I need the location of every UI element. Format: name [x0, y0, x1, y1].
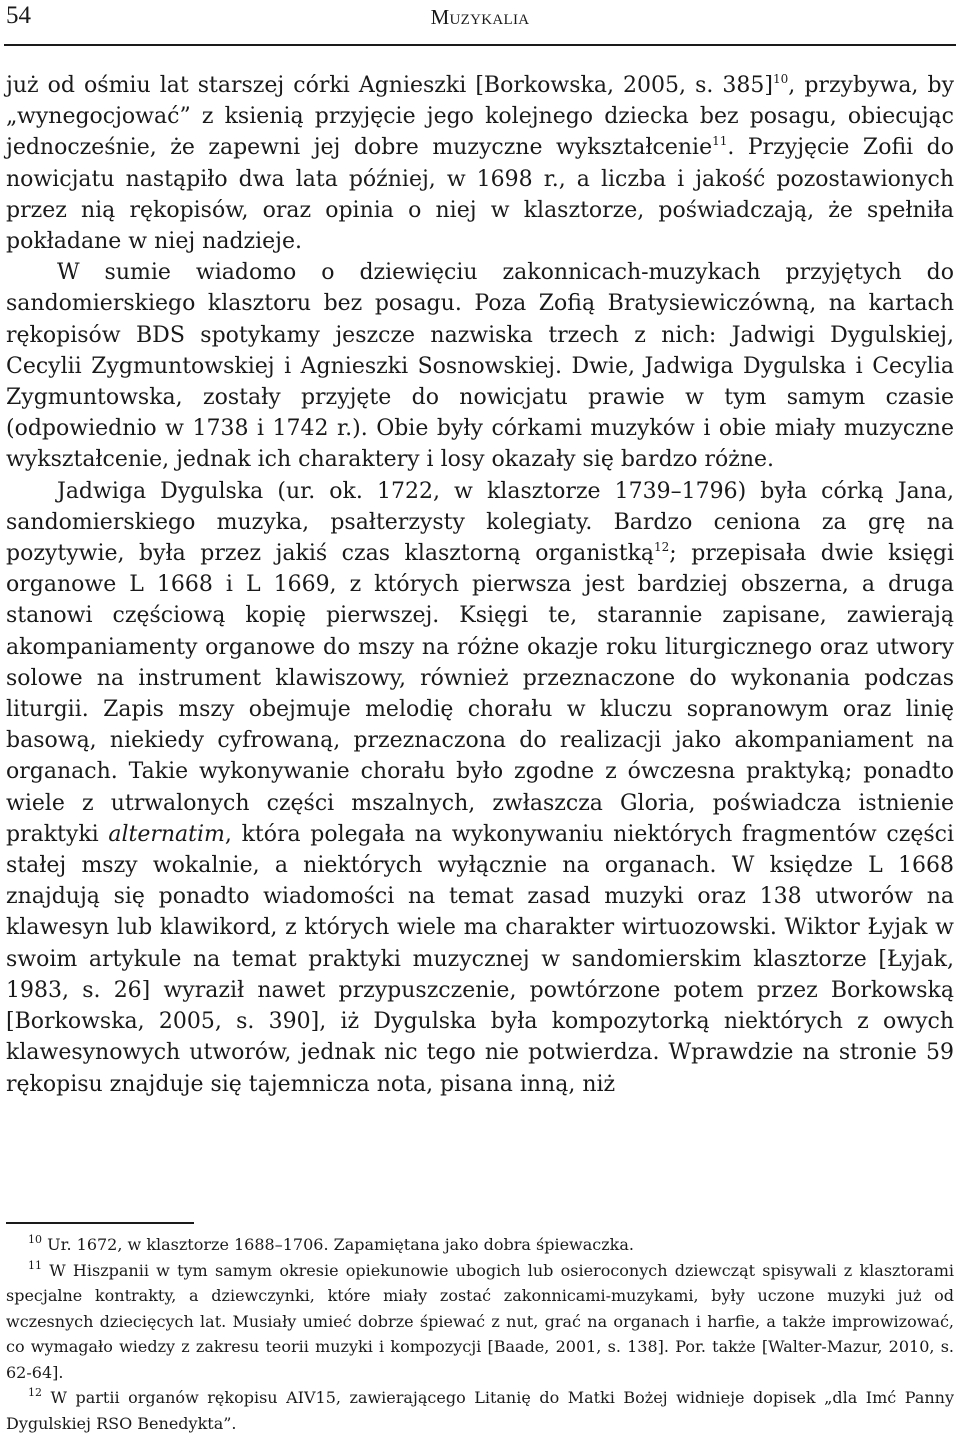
paragraph-1-text-c: . Przyjęcie Zofii do nowicjatu nastąpiło dwa lata później, w 1698 r., a liczba i jakość pozostawionych przez nią rękopisów, oraz opinia o niej w klasztorze, poświadczają, że spełniła pokładane w niej nadzieje. — [6, 135, 954, 255]
footnote-ref-11[interactable]: 11 — [712, 134, 728, 149]
italic-term: alternatim — [108, 821, 225, 847]
footnotes — [6, 1232, 954, 1436]
page-number: 54 — [6, 2, 31, 29]
paragraph-3-text-b: ; przepisała dwie księgi organowe L 1668 i L 1669, z których pierwsza jest bardziej obszerna, a druga stanowi częściową kopię pierwszej. Księgi te, starannie zapisane, zawierają akompaniamenty organowe do mszy na różne okazje roku liturgicznego oraz utwory solowe na instrument klawiszowy, również przeznaczone do wykonania podczas liturgii. Zapis mszy obejmuje melodię chorału w kluczu sopranowym oraz linię basową, niekiedy cyfrowaną, przeznaczona do realizacji jako akompaniament na organach. Takie wykonywanie chorału było zgodne z ówczesna praktyką; ponadto wiele z utrwalonych części mszalnych, zwłaszcza Gloria, poświadcza istnienie praktyki — [6, 541, 954, 847]
footnote-text: Ur. 1672, w klasztorze 1688–1706. Zapamiętana jako dobra śpiewaczka. — [47, 1235, 634, 1254]
footnote-number: 11 — [28, 1258, 42, 1272]
paragraph-2: W sumie wiadomo o dziewięciu zakonnicach-muzykach przyjętych do sandomierskiego klasztoru bez posagu. Poza Zofią Bratysiewiczówną, na kartach rękopisów BDS spotykamy jeszcze nazwiska trzech z nich: Jadwigi Dygulskiej, Cecylii Zygmuntowskiej i Agnieszki Sosnowskiej. Dwie, Jadwiga Dygulska i Cecylia Zygmuntowska, zostały przyjęte do nowicjatu prawie w tym samym czasie (odpowiednio w 1738 i 1742 r.). Obie były córkami muzyków i obie miały muzyczne wykształcenie, jednak ich charaktery i losy okazały się bardzo różne. — [6, 260, 954, 473]
footnote-ref-10[interactable]: 10 — [773, 72, 789, 86]
footnote-text: W partii organów rękopisu AIV15, zawierającego Litanię do Matki Bożej widnieje dopisek „dla Imć Panny Dygulskiej RSO Benedykta”. — [6, 1388, 955, 1433]
paragraph-3-text-c: , która polegała na wykonywaniu niektórych fragmentów części stałej mszy wokalnie, a niektórych wyłącznie na organach. W księdze L 1668 znajdują się ponadto wiadomości na temat zasad muzyki oraz 138 utworów na klawesyn lub klawikord, z których wiele ma charakter wirtuozowski. Wiktor Łyjak w swoim artykule na temat praktyki muzycznej w sandomierskim klasztorze [Łyjak, 1983, s. 26] wyraził nawet przypuszczenie, powtórzone potem przez Borkowską [Borkowska, 2005, s. 390], iż Dygulska była kompozytorką niektórych z owych klawesynowych utworów, jednak nic tego nie potwierdza. Wprawdzie na stronie 59 rękopisu znajduje się tajemnicza nota, pisana inną, niż — [6, 821, 954, 1097]
running-title: Muzykalia — [430, 5, 530, 29]
page-header — [0, 0, 960, 48]
footnote-10 — [6, 1232, 954, 1258]
paragraph-1-text-a: już od ośmiu lat starszej córki Agnieszki [Borkowska, 2005, s. 385] — [6, 73, 774, 98]
footnote-separator — [6, 1222, 194, 1224]
paragraph-1-text-b: , przybywa, by „wynegocjować” z ksienią przyjęcie jego kolejnego dziecka bez posagu, obiecując jednocześnie, że zapewni jej dobre muzyczne wykształcenie — [6, 73, 954, 161]
footnote-12 — [6, 1385, 954, 1436]
footnote-text: W Hiszpanii w tym samym okresie opiekunowie ubogich lub osieroconych dziewcząt spisywali z klasztorami specjalne kontrakty, a dziewczynki, które miały zostać zakonnicami-muzykami, były uczone muzyki już od wczesnych dziecięcych lat. Musiały umieć dobrze śpiewać z nut, grać na organach i harfie, a także improwizować, co wymagało wiedzy z zakresu teorii muzyki i kompozycji [Baade, 2001, s. 138]. Por. także [Walter-Mazur, 2010, s. 62-64]. — [6, 1260, 954, 1382]
footnote-11 — [6, 1258, 954, 1386]
footnote-number: 12 — [28, 1386, 42, 1399]
paragraph-3 — [6, 476, 954, 1100]
footnote-number: 10 — [28, 1233, 42, 1246]
paragraph-1 — [6, 70, 954, 257]
body-text — [6, 70, 954, 1100]
header-rule — [4, 44, 956, 46]
paragraph-3-text-a: Jadwiga Dygulska (ur. ok. 1722, w klasztorze 1739–1796) była córką Jana, sandomierskiego muzyka, psałterzysty kolegiaty. Bardzo ceniona za grę na pozytywie, była przez jakiś czas klasztorną organistką — [6, 478, 954, 567]
footnote-ref-12[interactable]: 12 — [654, 540, 670, 555]
